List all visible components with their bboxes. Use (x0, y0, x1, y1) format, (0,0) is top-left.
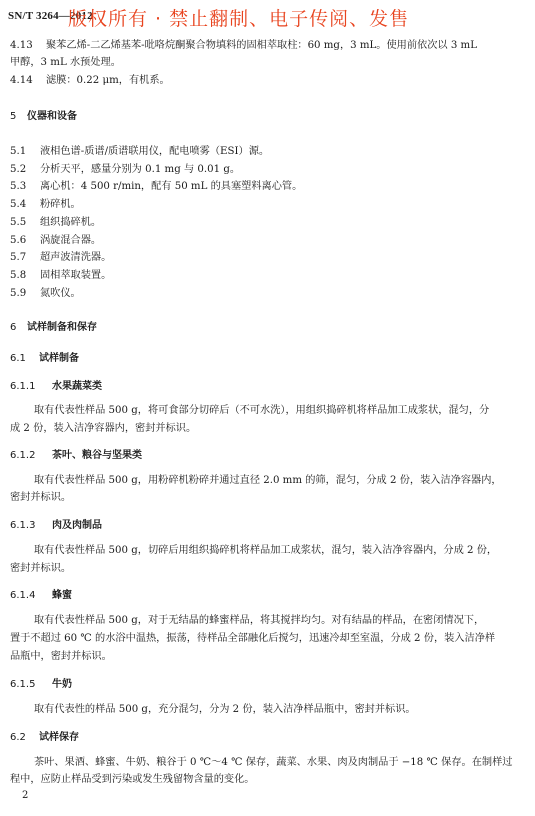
paragraph-line: 密封并标识。 (10, 563, 72, 574)
paragraph-line: 程中，应防止样品受到污染或发生残留物含量的变化。 (10, 774, 255, 785)
clause-number: 6.1.2 (10, 450, 36, 461)
subsection-number: 6.2 (10, 732, 26, 743)
item-number: 5.1 (10, 146, 27, 157)
clause-title: 茶叶、粮谷与坚果类 (52, 450, 142, 461)
item-number: 5.3 (10, 181, 27, 192)
paragraph-line: 取有代表性样品 500 g，对于无结晶的蜂蜜样品，将其搅拌均匀。对有结晶的样品，在密闭情况下， (34, 615, 485, 626)
standard-code: SN/T 3264—2012 (8, 10, 93, 22)
paragraph-line: 密封并标识。 (10, 492, 72, 503)
clause-title: 水果蔬菜类 (52, 381, 102, 392)
item-text: 滤膜：0.22 μm，有机系。 (46, 75, 170, 86)
copyright-watermark: 版权所有 · 禁止翻制、电子传阅、发售 (68, 8, 410, 30)
item-number: 5.6 (10, 235, 27, 246)
item-number: 4.13 (10, 40, 33, 51)
clause-number: 6.1.1 (10, 381, 36, 392)
item-text: 液相色谱-质谱/质谱联用仪，配电喷雾（ESI）源。 (40, 146, 270, 157)
section-number: 6 (10, 322, 17, 333)
item-text: 涡旋混合器。 (40, 235, 102, 246)
item-text: 超声波清洗器。 (40, 252, 112, 263)
clause-number: 6.1.3 (10, 520, 36, 531)
item-number: 5.5 (10, 217, 27, 228)
item-text: 氮吹仪。 (40, 288, 81, 299)
paragraph-line: 品瓶中，密封并标识。 (10, 651, 112, 662)
clause-number: 6.1.4 (10, 590, 36, 601)
item-text: 甲醇，3 mL 水预处理。 (10, 57, 121, 68)
item-text: 固相萃取装置。 (40, 270, 112, 281)
clause-number: 6.1.5 (10, 679, 36, 690)
item-text: 分析天平，感量分别为 0.1 mg 与 0.01 g。 (40, 164, 241, 175)
item-text: 粉碎机。 (40, 199, 81, 210)
item-text: 聚苯乙烯-二乙烯基苯-吡咯烷酮聚合物填料的固相萃取柱：60 mg，3 mL。使用前依次以 3 mL (46, 40, 477, 51)
section-number: 5 (10, 111, 17, 122)
paragraph-line: 取有代表性样品 500 g，用粉碎机粉碎并通过直径 2.0 mm 的筛，混匀，分成 2 份，装入洁净容器内， (34, 475, 502, 486)
clause-title: 蜂蜜 (52, 590, 72, 601)
subsection-title: 试样制备 (39, 353, 79, 364)
item-number: 5.4 (10, 199, 27, 210)
item-number: 5.7 (10, 252, 27, 263)
item-text: 离心机：4 500 r/min，配有 50 mL 的具塞塑料离心管。 (40, 181, 303, 192)
paragraph-line: 茶叶、果酒、蜂蜜、牛奶、粮谷于 0 ℃～4 ℃ 保存，蔬菜、水果、肉及肉制品于 −18 ℃ 保存。在制样过 (34, 757, 513, 768)
paragraph-line: 置于不超过 60 ℃ 的水浴中温热，振荡，待样品全部融化后搅匀，迅速冷却至室温，分成 2 份，装入洁净样 (10, 633, 496, 644)
section-title: 仪器和设备 (27, 111, 77, 122)
item-text: 组织捣碎机。 (40, 217, 102, 228)
paragraph-line: 取有代表性样品 500 g，将可食部分切碎后（不可水洗），用组织捣碎机将样品加工成浆状，混匀，分 (34, 405, 490, 416)
paragraph-line: 成 2 份，装入洁净容器内，密封并标识。 (10, 423, 197, 434)
paragraph-line: 取有代表性样品 500 g，切碎后用组织捣碎机将样品加工成浆状，混匀，装入洁净容器内，分成 2 份， (34, 545, 498, 556)
page-number: 2 (22, 790, 29, 801)
clause-title: 肉及肉制品 (52, 520, 102, 531)
section-title: 试样制备和保存 (27, 322, 97, 333)
item-number: 5.9 (10, 288, 27, 299)
item-number: 5.2 (10, 164, 27, 175)
subsection-number: 6.1 (10, 353, 26, 364)
item-number: 4.14 (10, 75, 33, 86)
subsection-title: 试样保存 (39, 732, 79, 743)
item-number: 5.8 (10, 270, 27, 281)
paragraph-line: 取有代表性的样品 500 g，充分混匀，分为 2 份，装入洁净样品瓶中，密封并标识。 (34, 704, 416, 715)
clause-title: 牛奶 (52, 679, 72, 690)
